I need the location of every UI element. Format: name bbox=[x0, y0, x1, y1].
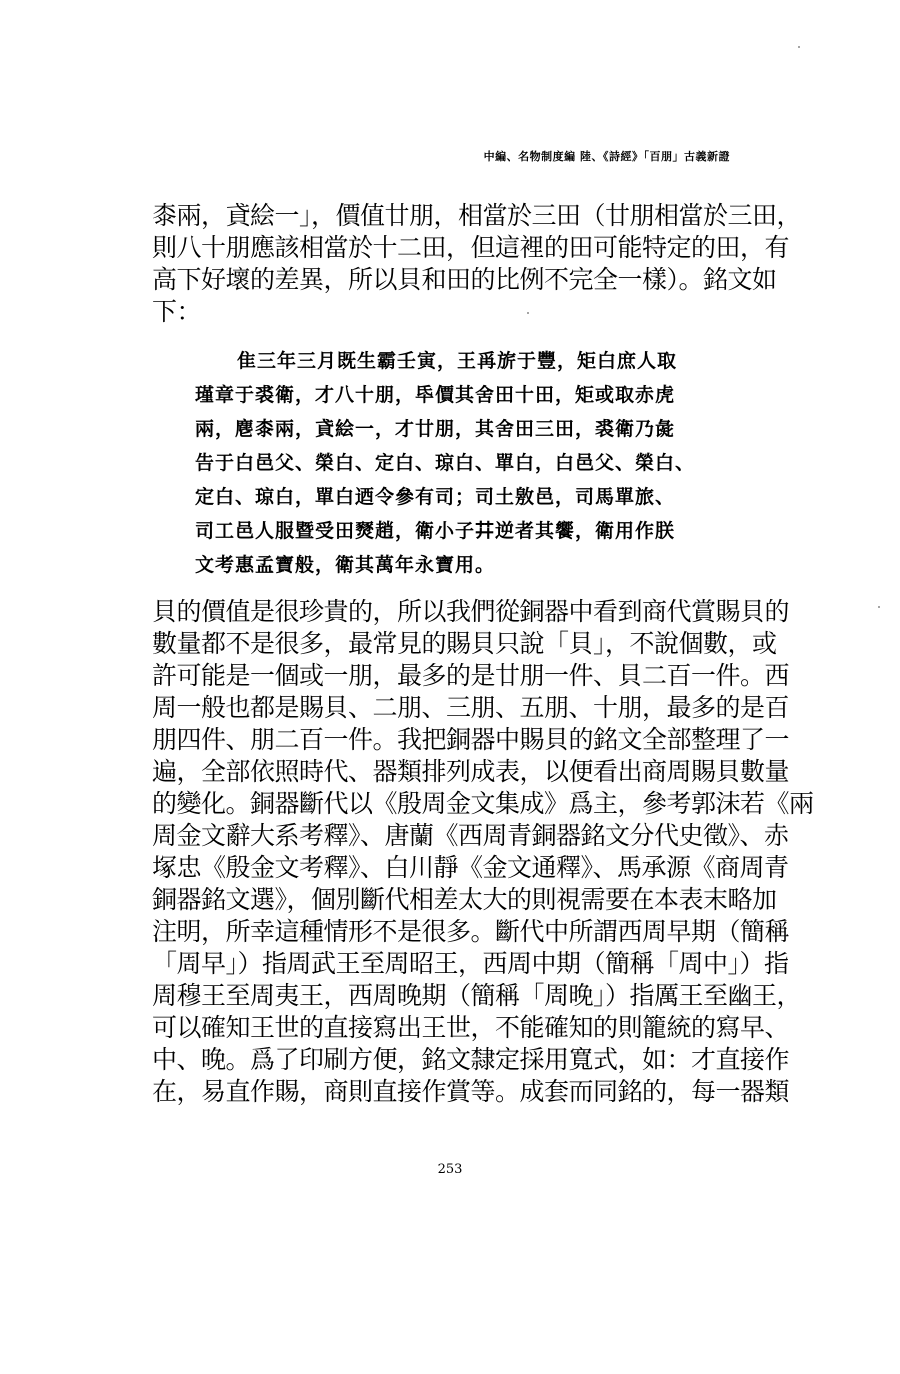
inscription-line: 隹三年三月既生霸壬寅，王爯旂于豐，矩白庶人取 bbox=[237, 350, 678, 372]
scan-speck bbox=[878, 606, 880, 608]
text-line: 的變化。銅器斷代以《殷周金文集成》爲主，參考郭沫若《兩 bbox=[152, 789, 814, 818]
text-line: 周一般也都是賜貝、二朋、三朋、五朋、十朋，最多的是百 bbox=[152, 693, 790, 722]
text-line: 「周早」）指周武王至周昭王，西周中期（簡稱「周中」）指 bbox=[152, 949, 789, 978]
text-line: 許可能是一個或一朋，最多的是廿朋一件、貝二百一件。西 bbox=[152, 661, 790, 690]
inscription-line: 司工邑人服暨受田燹趙，衛小子𦬇逆者其饗，衛用作朕 bbox=[195, 520, 676, 542]
text-line: 桼兩，貣絵一」，價值廿朋，相當於三田（廿朋相當於三田， bbox=[152, 201, 802, 230]
text-line: 在，易直作賜，商則直接作賞等。成套而同銘的，每一器類 bbox=[152, 1077, 790, 1106]
inscription-line: 告于白邑父、榮白、定白、琼白、單白，白邑父、榮白、 bbox=[195, 452, 696, 474]
text-line: 則八十朋應該相當於十二田，但這裡的田可能特定的田，有 bbox=[152, 233, 790, 262]
text-line: 高下好壞的差異，所以貝和田的比例不完全一樣）。銘文如 bbox=[152, 265, 777, 294]
text-line: 注明，所幸這種情形不是很多。斷代中所謂西周早期（簡稱 bbox=[152, 917, 790, 946]
text-line: 可以確知王世的直接寫出王世，不能確知的則籠統的寫早、 bbox=[152, 1013, 790, 1042]
paragraph-1 bbox=[152, 200, 801, 328]
text-line: 銅器銘文選》，個別斷代相差太大的則視需要在本表末略加 bbox=[152, 885, 777, 914]
inscription-block-quote bbox=[195, 344, 695, 582]
text-line: 塚忠《殷金文考釋》、白川靜《金文通釋》、馬承源《商周青 bbox=[152, 853, 789, 882]
text-line: 貝的價值是很珍貴的，所以我們從銅器中看到商代賞賜貝的 bbox=[152, 597, 790, 626]
running-header: 中編、名物制度編 陸、《詩經》「百朋」古義新證 bbox=[483, 150, 730, 163]
text-line: 遍，全部依照時代、器類排列成表，以便看出商周賜貝數量 bbox=[152, 757, 790, 786]
text-line: 周金文辭大系考釋》、唐蘭《西周青銅器銘文分代史徵》、赤 bbox=[152, 821, 789, 850]
inscription-line: 兩，麀桼兩，貣絵一，才廿朋，其舍田三田，裘衛乃彘 bbox=[195, 418, 676, 440]
text-line: 周穆王至周夷王，西周晚期（簡稱「周晚」）指厲王至幽王， bbox=[152, 981, 802, 1010]
scan-speck bbox=[527, 312, 529, 314]
inscription-line: 瑾章于裘衛，才八十朋，氒價其舍田十田，矩或取赤虎 bbox=[195, 384, 676, 406]
inscription-line: 文考惠孟寶般，衛其萬年永寶用。 bbox=[195, 554, 496, 576]
paragraph-2 bbox=[152, 596, 814, 1108]
inscription-line: 定白、琼白，單白迺令參有司；司土敫邑，司馬單旅、 bbox=[195, 486, 676, 508]
scan-speck bbox=[798, 46, 800, 48]
text-line: 下： bbox=[152, 297, 202, 326]
text-line: 中、晚。爲了印刷方便，銘文隸定採用寬式，如：才直接作 bbox=[152, 1045, 790, 1074]
text-line: 朋四件、朋二百一件。我把銅器中賜貝的銘文全部整理了一 bbox=[152, 725, 790, 754]
page-number: 253 bbox=[437, 1162, 463, 1177]
text-line: 數量都不是很多，最常見的賜貝只說「貝」，不說個數，或 bbox=[152, 629, 777, 658]
